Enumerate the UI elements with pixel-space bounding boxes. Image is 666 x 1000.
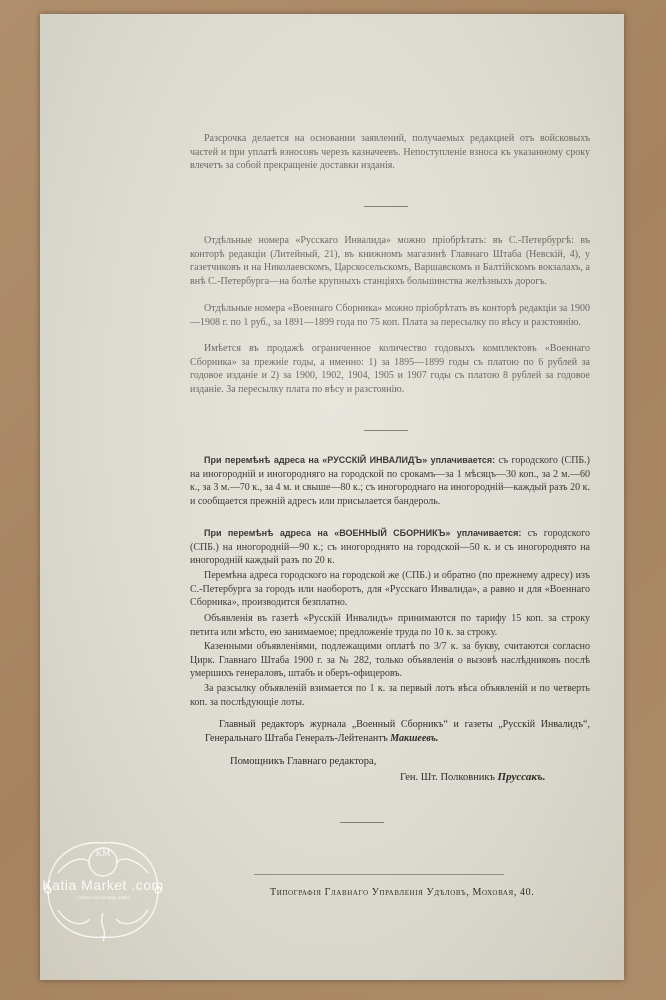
paragraph-free-address-change: Перемѣна адреса городского на городской же (СПБ.) и обратно (по прежнему адресу) изъ С.-Петербурга за городъ или наоборотъ, для «Русскаго Инвалида», а равно и для «Военнаго Сборника», производится безплатно.	[190, 570, 590, 609]
address-change-invalid-lead: При перемѣнѣ адреса на «РУССКІЙ ИНВАЛИДЪ» уплачивается:	[204, 455, 496, 465]
chief-editor-text: Главный редакторъ журнала „Военный Сборникъ“ и газеты „Русскій Инвалидъ“, Генеральнаго Штаба Генералъ-Лейтенантъ	[205, 719, 590, 744]
separator-rule-3	[340, 822, 384, 823]
chief-editor-name: Макшеевъ.	[390, 733, 439, 744]
address-change-sbornik-body: съ городского (СПБ.) на иногородній—90 к.; съ иногороднято на городской—50 к. и съ иногороднято на иногородній каждый разъ по 20 к.	[190, 528, 591, 567]
paragraph-address-change-sbornik	[190, 527, 590, 568]
paragraph-sbornik-sales: Отдѣльные номера «Военнаго Сборника» можно пріобрѣтать въ конторѣ редакціи за 1900—1908 г. по 1 руб., за 1891—1899 года по 75 коп. Плата за пересылку по вѣсу и разстоянію.	[190, 303, 590, 328]
watermark-logo	[28, 815, 178, 965]
paragraph-advert-tariff: Объявленія въ газетѣ «Русскій Инвалидъ» принимаются по тарифу 15 коп. за строку петита или мѣсто, ею занимаемое; предложеніе труда по 10 к. за строку.	[190, 613, 590, 638]
paragraph-invalid-sales: Отдѣльные номера «Русскаго Инвалида» можно пріобрѣтать: въ С.-Петербургѣ: въ конторѣ редакціи (Литейный, 21), въ книжномъ магазинѣ Главнаго Штаба (Невскій, 4), у газетчиковъ и на Николаевскомъ, Царскосельскомъ, Варшавскомъ и Балтійскомъ вокзалахъ, а внѣ С.-Петербурга—на болѣе крупныхъ станціяхъ большинства желѣзныхъ дорогъ.	[190, 235, 590, 287]
paragraph-official-adverts: Казенными объявленіями, подлежащими оплатѣ по 3/7 к. за букву, считаются согласно Цирк. Главнаго Штаба 1900 г. за № 282, только объявленія о вызовѣ наслѣдниковъ послѣ умершихъ генераловъ, штабъ и оберъ-офицеровъ.	[190, 641, 590, 680]
assistant-editor-name: Пруссакъ.	[497, 771, 546, 783]
separator-rule	[364, 206, 408, 207]
address-change-sbornik-lead: При перемѣнѣ адреса на «ВОЕННЫЙ СБОРНИКЪ» уплачивается:	[204, 528, 522, 538]
paragraph-installment: Разсрочка делается на основании заявлений, получаемых редакцией отъ войсковыхъ частей и при уплатѣ взносовъ черезъ казначеевъ. Непоступленіе взноса къ указанному сроку влечетъ за собой прекращеніе доставки изданія.	[190, 133, 590, 172]
watermark-monogram: KM	[95, 848, 111, 858]
watermark-tagline: Antique and vintage paper	[76, 895, 130, 900]
separator-rule-2	[364, 430, 408, 431]
printer-imprint: Типографія Главнаго Управленія Удѣловъ, Моховая, 40.	[270, 887, 535, 898]
watermark-brand: Katia Market .com	[42, 877, 164, 893]
printer-rule	[254, 874, 504, 875]
paragraph-complete-sets: Имѣется въ продажѣ ограниченное количество годовыхъ комплектовъ «Военнаго Сборника» за прежніе годы, а именно: 1) за 1895—1899 годы съ платою по 6 рублей за годовое изданіе и 2) за 1900, 1902, 1904, 1905 и 1907 годы съ платою 8 рублей за годовое изданіе. За пересылку плата по вѣсу и разстоянію.	[190, 343, 590, 395]
assistant-editor-title: Помощникъ Главнаго редактора,	[230, 756, 377, 767]
paragraph-address-change-invalid	[190, 454, 590, 508]
assistant-editor-signature	[400, 771, 545, 783]
chief-editor-signature	[205, 718, 590, 746]
assistant-editor-rank: Ген. Шт. Полковникъ	[400, 772, 498, 783]
paragraph-advert-mailing: За разсылку объявленій взимается по 1 к. за первый лотъ вѣса объявленій и по четверть коп. за послѣдующіе лоты.	[190, 683, 590, 708]
address-change-invalid-body: съ городского (СПБ.) на иногородній и иногородняго на городской по срокамъ—за 1 мѣсяцъ—30 коп., за 2 м.—60 к., за 3 м.—70 к., за 4 м. и свыше—80 к.; съ иногороднаго на иногородній—каждый разъ 20 к. и сообщается прежній адресъ или присылается бандероль.	[190, 455, 591, 507]
